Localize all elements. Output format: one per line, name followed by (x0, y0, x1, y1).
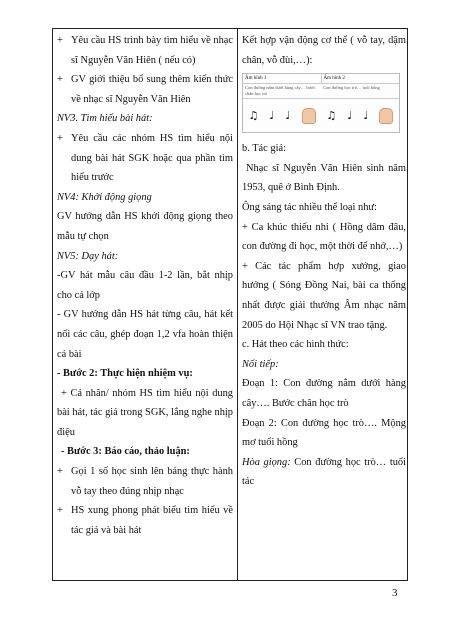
list-item: + Gọi 1 số học sinh lên bảng thực hành vỗ tay theo đúng nhịp nhạc (57, 466, 233, 497)
paragraph: Nhạc sĩ Nguyễn Văn Hiên sinh năm 1953, quê ở Bình Định. (242, 162, 406, 194)
section-heading: c. Hát theo các hình thức: (242, 339, 349, 351)
paragraph: GV hướng dẫn HS khởi động giọng theo mẫu tự chọn (57, 211, 233, 242)
list-item: + Yêu cầu HS trình bày tìm hiểu về nhạc sĩ Nguyễn Văn Hiên ( nếu có) (57, 35, 233, 66)
music-note-icon: ♩ (347, 108, 353, 122)
teacher-activity-column (57, 31, 233, 540)
paragraph: + Ca khúc thiếu nhi ( Hồng dâm đâu, con đường đi học, một thời để nhớ,…) (242, 221, 406, 253)
rhythm-notes (243, 99, 399, 132)
paragraph: Kết hợp vận động cơ thể ( vỗ tay, dậm chân, vỗ đùi,…): (242, 35, 406, 66)
lesson-table (52, 28, 408, 581)
clapping-hands-icon (379, 108, 393, 124)
paragraph: - GV hướng dẫn HS hát từng câu, hát kết nối các câu, ghép đoạn 1,2 vfa hoàn thiện cả bài (57, 309, 233, 360)
paragraph: Đoạn 1: Con đường nằm dưới hàng cây…. Bước chân học trò (242, 378, 406, 409)
music-note-icon: ♩ (269, 108, 275, 122)
paragraph: Hòa giọng: Con đường học trò… tuổi tác (242, 456, 407, 488)
subheading: Nối tiếp: (242, 358, 279, 370)
rhythm-header: Âm hình 1 Âm hình 2 (243, 74, 399, 84)
rhythm-image (242, 73, 400, 133)
content-column (242, 31, 406, 492)
paragraph: + Cá nhân/ nhóm HS tìm hiểu nội dung bài hát, tác giả trong SGK, lắng nghe nhịp điệu (57, 387, 233, 438)
music-note-icon: ♫ (326, 108, 337, 122)
task-heading: NV4: Khởi động giọng (57, 191, 152, 203)
list-item: + GV giới thiệu bổ sung thêm kiến thức về nhạc sĩ Nguyễn Văn Hiên (57, 74, 233, 105)
music-note-icon: ♫ (248, 108, 259, 122)
column-divider (237, 29, 238, 580)
rhythm-lyrics: Con đường nằm dưới hàng cây… bước chân học trò Con đường học trò… tuổi hồng (243, 84, 399, 99)
section-heading: b. Tác giả: (242, 143, 286, 155)
clapping-hands-icon (302, 108, 316, 124)
paragraph: -GV hát mẫu câu đầu 1-2 lần, bắt nhịp cho cả lớp (57, 270, 233, 301)
list-item: + Yêu cầu các nhóm HS tìm hiểu nội dung bài hát SGK hoặc qua phần tìm hiểu trước (57, 132, 233, 184)
task-heading: NV5: Dạy hát: (57, 250, 119, 262)
music-note-icon: ♩ (363, 108, 369, 122)
paragraph: + Các tác phẩm hợp xướng, giao hưởng ( Sóng Đồng Nai, bài ca thống nhất được giải thưởng Âm nhạc năm 2005 do Hội Nhạc sĩ VN trao tặng. (242, 260, 406, 331)
step-heading: - Bước 3: Báo cáo, thảo luận: (61, 446, 190, 458)
list-item: + HS xung phong phát biểu tìm hiểu về tác giả và bài hát (57, 505, 233, 536)
paragraph: Ông sáng tác nhiều thể loại như: (242, 201, 377, 213)
step-heading: - Bước 2: Thực hiện nhiệm vụ: (57, 368, 193, 380)
page-number: 3 (392, 587, 398, 599)
task-heading: NV3. Tìm hiểu bài hát: (57, 113, 153, 125)
paragraph: Đoạn 2: Con đường học trò…. Mộng mơ tuổi hồng (242, 417, 406, 449)
music-note-icon: ♩ (285, 108, 291, 122)
